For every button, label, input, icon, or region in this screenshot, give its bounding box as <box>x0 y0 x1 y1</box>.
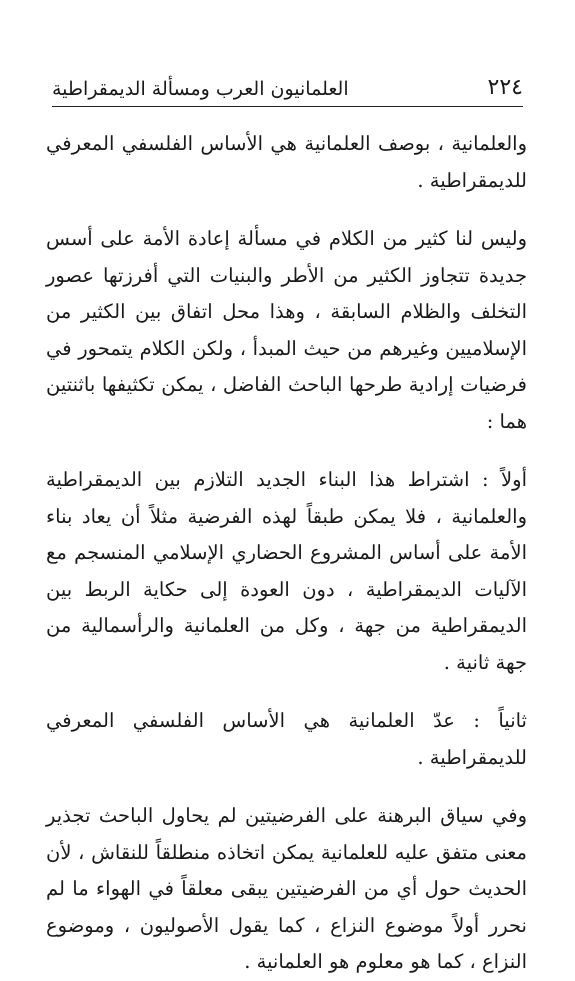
paragraph-5: وفي سياق البرهنة على الفرضيتين لم يحاول الباحث تجذير معنى متفق عليه للعلمانية يمكن اتخاذه منطلقاً للنقاش ، لأن الحديث حول أي من الفرضيتين يبقى معلقاً في الهواء ما لم نحرر أولاً موضوع النزاع ، كما يقول الأصوليون ، وموضوع النزاع ، كما هو معلوم هو العلمانية . <box>46 804 527 973</box>
page-number: ٢٢٤ <box>487 75 523 100</box>
paragraph-3: أولاً : اشتراط هذا البناء الجديد التلازم بين الديمقراطية والعلمانية ، فلا يمكن طبقاً لهذه الفرضية مثلاً أن يعاد بناء الأمة على أساس المشروع الحضاري الإسلامي المنسجم مع الآليات الديمقراطية ، دون العودة إلى حكاية الربط بين الديمقراطية من جهة ، وكل من العلمانية والرأسمالية من جهة ثانية . <box>46 468 527 674</box>
running-title: العلمانيون العرب ومسألة الديمقراطية <box>52 78 349 100</box>
paragraph-1: والعلمانية ، بوصف العلمانية هي الأساس الفلسفي المعرفي للديمقراطية . <box>46 132 527 192</box>
paragraph-4: ثانياً : عدّ العلمانية هي الأساس الفلسفي المعرفي للديمقراطية . <box>46 709 527 769</box>
paragraph-2: وليس لنا كثير من الكلام في مسألة إعادة الأمة على أسس جديدة تتجاوز الكثير من الأطر والبنيات التي أفرزتها عصور التخلف والظلام السابقة ، وهذا محل اتفاق بين الكثير من الإسلاميين وغيرهم من حيث المبدأ ، ولكن الكلام يتمحور في فرضيات إرادية طرحها الباحث الفاضل ، يمكن تكثيفها باثنتين هما : <box>46 227 527 433</box>
page-header <box>52 72 523 107</box>
page-body <box>46 126 527 981</box>
